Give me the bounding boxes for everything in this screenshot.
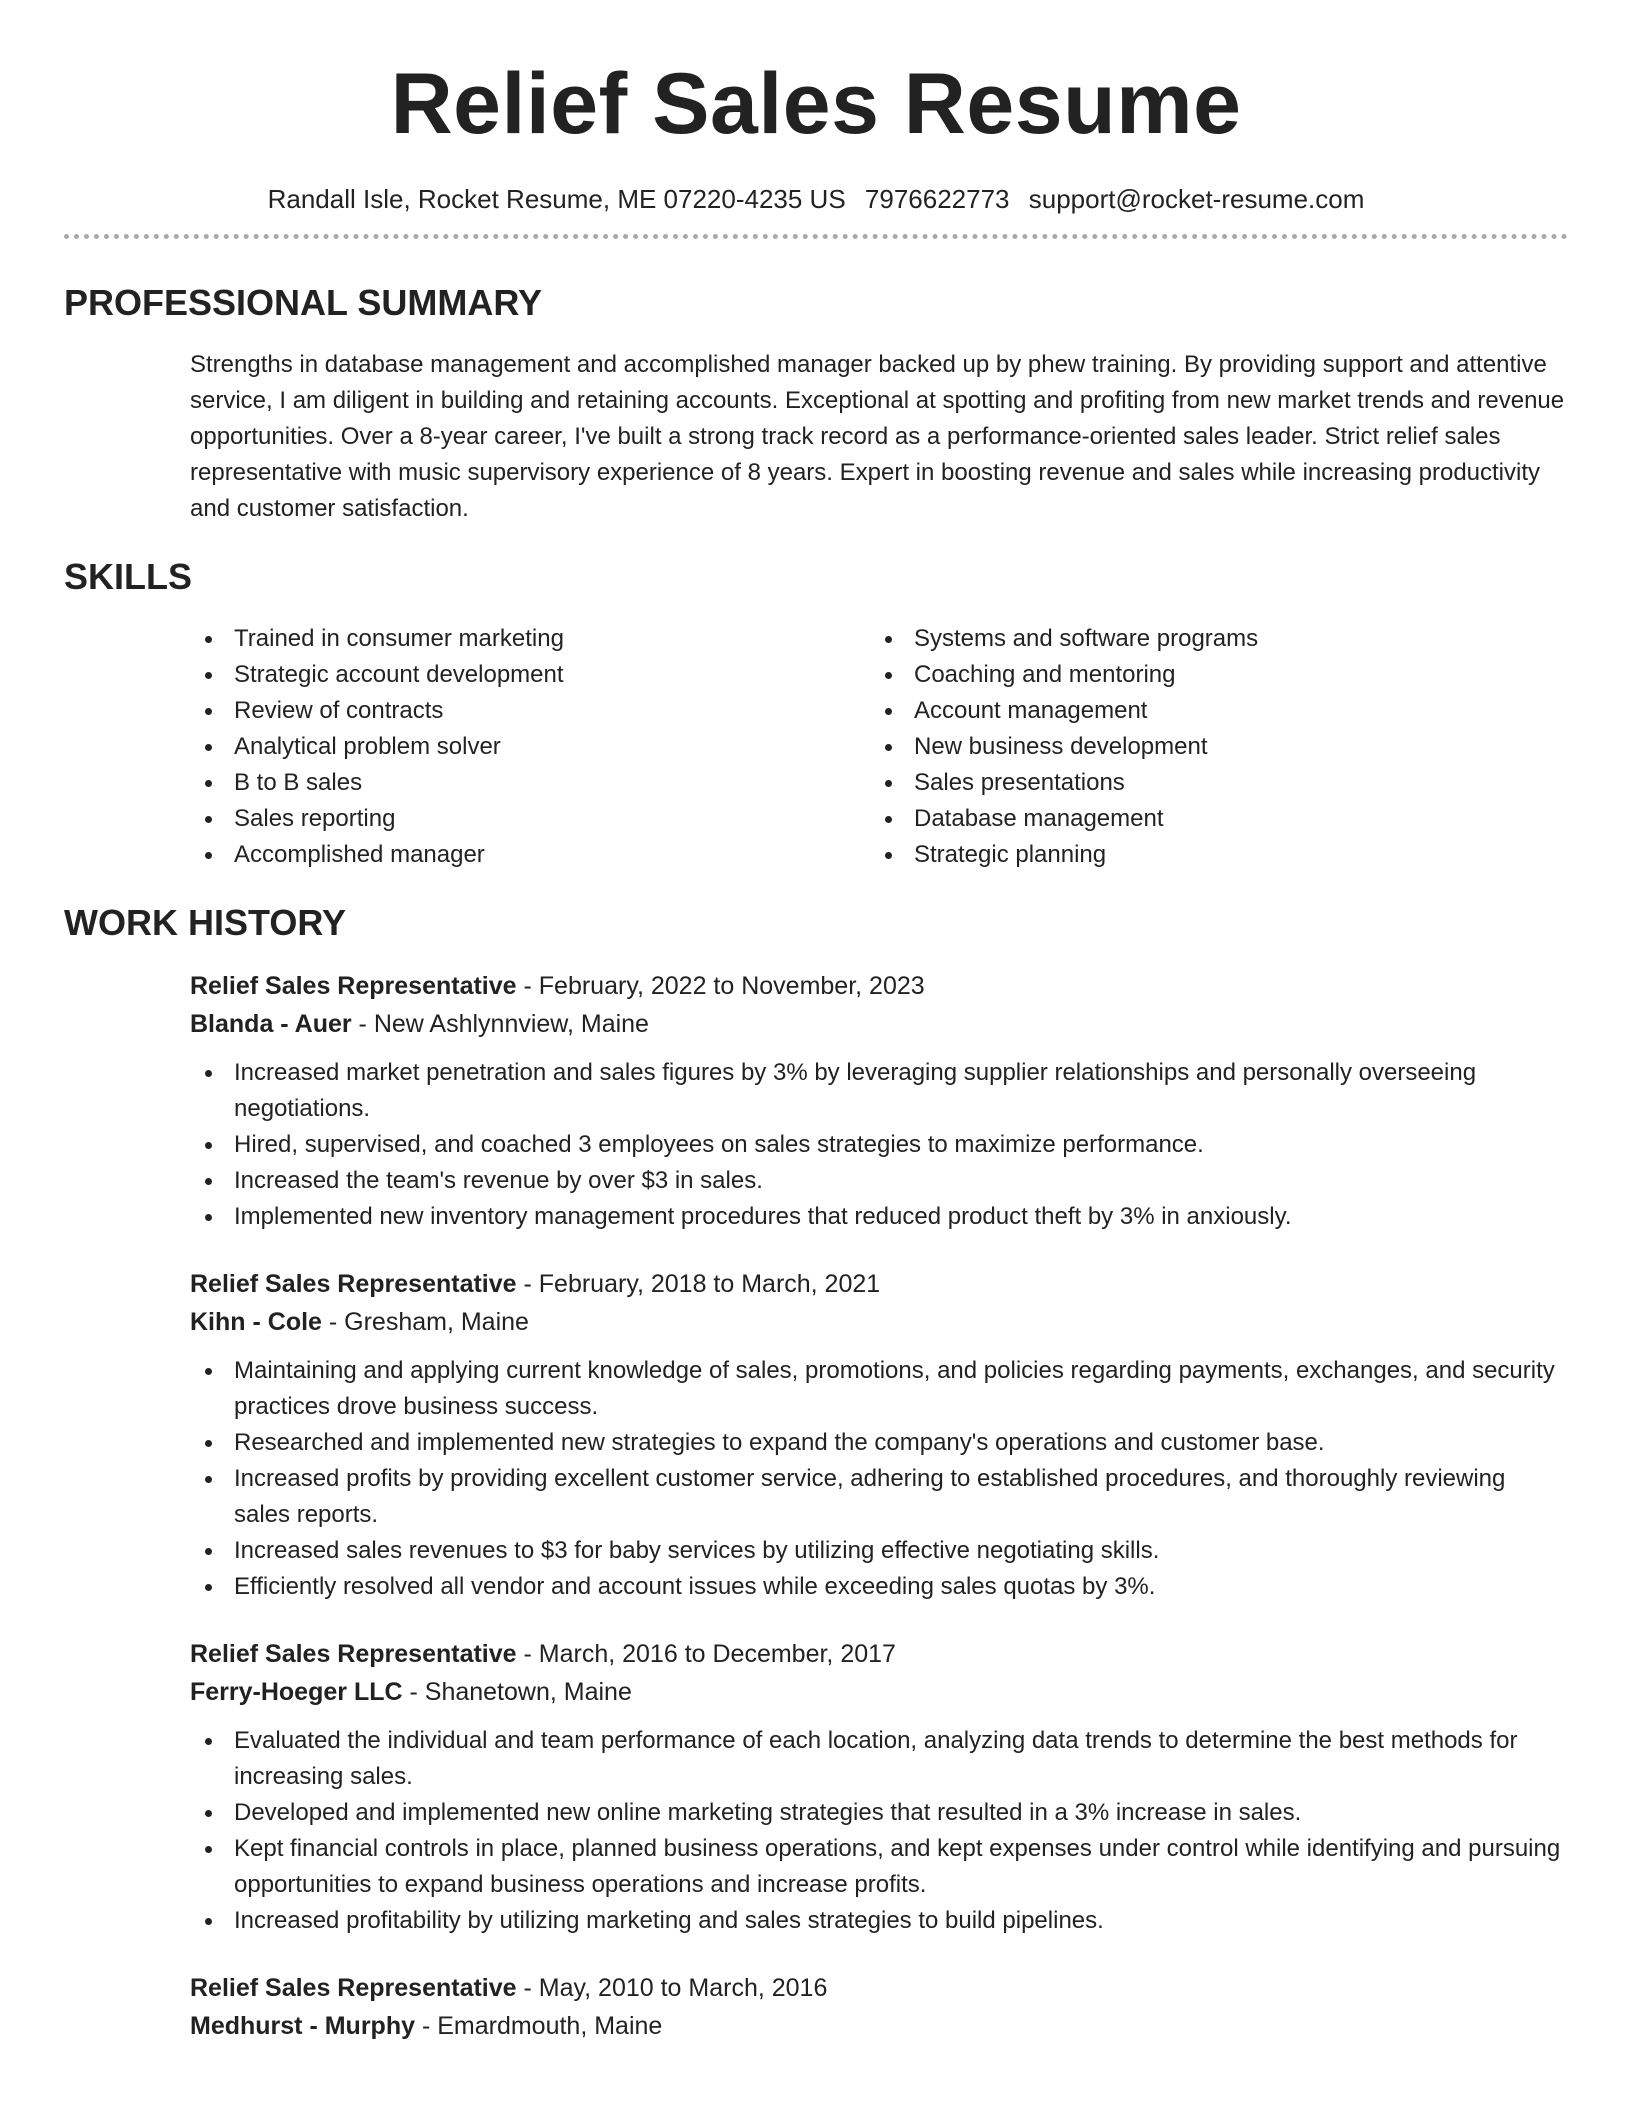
job-bullet: Developed and implemented new online marketing strategies that resulted in a 3% increase in sales.: [190, 1795, 1568, 1831]
job-company: Ferry-Hoeger LLC: [190, 1678, 403, 1706]
skill-item: Sales reporting: [190, 801, 870, 837]
skill-item: New business development: [870, 729, 1550, 765]
skills-column-right: [870, 621, 1550, 873]
job-bullet: Efficiently resolved all vendor and account issues while exceeding sales quotas by 3%.: [190, 1569, 1568, 1605]
job-role-line: [190, 1635, 1568, 1673]
job-company-line: [190, 1005, 1568, 1043]
skill-item: Analytical problem solver: [190, 729, 870, 765]
summary-text: Strengths in database management and accomplished manager backed up by phew training. By providing support and attentive service, I am diligent in building and retaining accounts. Exceptional at spotting and profiting from new market trends and revenue opportunities. Over a 8-year career, I've built a strong track record as a performance-oriented sales leader. Strict relief sales representative with music supervisory experience of 8 years. Expert in boosting revenue and sales while increasing productivity and customer satisfaction.: [190, 351, 1565, 522]
job-role: Relief Sales Representative: [190, 1640, 517, 1668]
job-company: Medhurst - Murphy: [190, 2012, 415, 2040]
job-bullets: [190, 1353, 1568, 1605]
skills-heading: SKILLS: [64, 556, 193, 597]
job-bullet: Researched and implemented new strategies to expand the company's operations and customer base.: [190, 1425, 1568, 1461]
skill-item: Trained in consumer marketing: [190, 621, 870, 657]
job-entry: [190, 967, 1568, 1235]
job-dates: - February, 2022 to November, 2023: [516, 972, 925, 1000]
skill-item: Coaching and mentoring: [870, 657, 1550, 693]
job-bullet: Implemented new inventory management procedures that reduced product theft by 3% in anxiously.: [190, 1199, 1568, 1235]
contact-address: Randall Isle, Rocket Resume, ME 07220-4235 US: [267, 184, 846, 214]
job-bullet: Kept financial controls in place, planned business operations, and kept expenses under control while identifying and pursuing opportunities to expand business operations and increase profits.: [190, 1831, 1568, 1903]
contact-phone: 7976622773: [864, 184, 1010, 214]
skill-item: Accomplished manager: [190, 837, 870, 873]
contact-line: [64, 182, 1568, 216]
job-bullet: Increased profits by providing excellent customer service, adhering to established procedures, and thoroughly reviewing sales reports.: [190, 1461, 1568, 1533]
skill-item: B to B sales: [190, 765, 870, 801]
job-role: Relief Sales Representative: [190, 972, 517, 1000]
job-entry: [190, 1635, 1568, 1939]
job-entry: [190, 1265, 1568, 1605]
skill-item: Systems and software programs: [870, 621, 1550, 657]
job-location: - New Ashlynnview, Maine: [351, 1010, 649, 1038]
job-bullet: Evaluated the individual and team performance of each location, analyzing data trends to determine the best methods for increasing sales.: [190, 1723, 1568, 1795]
job-role: Relief Sales Representative: [190, 1974, 517, 2002]
skill-item: Strategic planning: [870, 837, 1550, 873]
job-company-line: [190, 1673, 1568, 1711]
job-role-line: [190, 1265, 1568, 1303]
job-bullet: Increased market penetration and sales figures by 3% by leveraging supplier relationships and personally overseeing negotiations.: [190, 1055, 1568, 1127]
job-dates: - February, 2018 to March, 2021: [516, 1270, 881, 1298]
job-company: Kihn - Cole: [190, 1308, 322, 1336]
resume-title: Relief Sales Resume: [390, 56, 1242, 152]
skills-column-left: [190, 621, 870, 873]
job-entry: [190, 1969, 1568, 2045]
summary-heading: PROFESSIONAL SUMMARY: [64, 282, 543, 323]
work-history-heading: WORK HISTORY: [64, 902, 347, 943]
job-bullets: [190, 1723, 1568, 1939]
skill-item: Strategic account development: [190, 657, 870, 693]
resume-page: [64, 0, 1568, 2045]
job-company-line: [190, 2007, 1568, 2045]
skills-list: [190, 621, 1568, 873]
skill-item: Sales presentations: [870, 765, 1550, 801]
job-role: Relief Sales Representative: [190, 1270, 517, 1298]
job-bullet: Increased the team's revenue by over $3 in sales.: [190, 1163, 1568, 1199]
job-role-line: [190, 1969, 1568, 2007]
job-location: - Emardmouth, Maine: [415, 2012, 663, 2040]
job-dates: - May, 2010 to March, 2016: [516, 1974, 828, 2002]
skill-item: Database management: [870, 801, 1550, 837]
job-bullet: Maintaining and applying current knowledge of sales, promotions, and policies regarding payments, exchanges, and security practices drove business success.: [190, 1353, 1568, 1425]
contact-email: support@rocket-resume.com: [1028, 184, 1365, 214]
job-location: - Shanetown, Maine: [402, 1678, 632, 1706]
job-role-line: [190, 967, 1568, 1005]
job-company: Blanda - Auer: [190, 1010, 352, 1038]
job-company-line: [190, 1303, 1568, 1341]
job-bullet: Increased sales revenues to $3 for baby services by utilizing effective negotiating skills.: [190, 1533, 1568, 1569]
job-location: - Gresham, Maine: [321, 1308, 529, 1336]
header-divider: [64, 234, 1568, 239]
job-bullet: Increased profitability by utilizing marketing and sales strategies to build pipelines.: [190, 1903, 1568, 1939]
job-bullets: [190, 1055, 1568, 1235]
skill-item: Account management: [870, 693, 1550, 729]
job-bullet: Hired, supervised, and coached 3 employees on sales strategies to maximize performance.: [190, 1127, 1568, 1163]
job-dates: - March, 2016 to December, 2017: [516, 1640, 896, 1668]
skill-item: Review of contracts: [190, 693, 870, 729]
